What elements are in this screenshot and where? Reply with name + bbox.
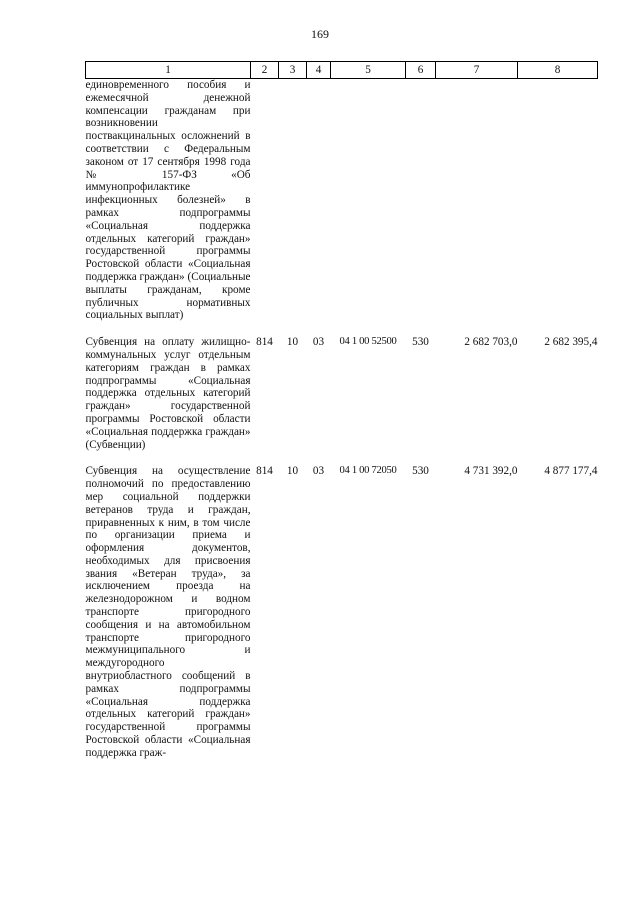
row-target-code: 04 1 00 72050	[339, 465, 397, 477]
row-description: единовременного пособия и ежемесячной денежной компенсации гражданам при возникновении поствакцинальных осложнений в соответствии с Федеральным законом от 17 сентября 1998 года № 157-ФЗ «Об иммунопрофилактике инфекционных болезней» в рамках подпрограммы «Социальная поддержка отдельных категорий граждан» государственной программы Ростовской области «Социальная поддержка граждан» (Социальные выплаты гражданам, кроме публичных нормативных социальных выплат)	[85, 79, 251, 322]
row-subsection-code: 03	[312, 336, 325, 349]
row-expense-type: 530	[412, 465, 429, 478]
column-header-8: 8	[518, 62, 598, 79]
row-ministry-code: 814	[256, 336, 273, 349]
row-subsection-code	[307, 79, 331, 323]
row-description: Субвенция на оплату жилищно-коммунальных услуг отдельным категориям граждан в рамках подпрограммы «Социальная поддержка отдельных категорий граждан» государственной программы Ростовской области «Социальная поддержка граждан» (Субвенции)	[85, 336, 251, 451]
table-header-row	[86, 62, 598, 79]
budget-table	[85, 61, 598, 760]
column-header-5: 5	[331, 62, 406, 79]
column-header-6: 6	[406, 62, 436, 79]
column-header-1: 1	[86, 62, 251, 79]
row-amount-year-1: 4 731 392,0	[464, 465, 518, 478]
column-header-4: 4	[307, 62, 331, 79]
table-row	[86, 79, 598, 323]
row-section-code	[279, 79, 307, 323]
row-target-code: 04 1 00 52500	[339, 336, 397, 348]
row-amount-year-2	[518, 79, 598, 323]
row-amount-year-1: 2 682 703,0	[464, 336, 518, 349]
row-expense-type: 530	[412, 336, 429, 349]
table-row	[86, 336, 598, 451]
page-number: 169	[311, 27, 329, 41]
row-ministry-code	[251, 79, 279, 323]
row-expense-type	[406, 79, 436, 323]
row-section-code: 10	[286, 336, 299, 349]
row-ministry-code: 814	[256, 465, 273, 478]
column-header-3: 3	[279, 62, 307, 79]
row-amount-year-2: 4 877 177,4	[544, 465, 598, 478]
row-description: Субвенция на осуществление полномочий по предоставлению мер социальной поддержки ветеранов труда и граждан, приравненных к ним, в том числе по организации приема и оформления документов, необходимых для присвоения звания «Ветеран труда», за исключением проезда на железнодорожном и водном транспорте пригородного сообщения и на автомобильном транспорте пригородного межмуниципального и междугородного внутриобластного сообщений в рамках подпрограммы «Социальная поддержка отдельных категорий граждан» государственной программы Ростовской области «Социальная поддержка граж-	[85, 465, 251, 759]
row-spacer	[86, 451, 598, 465]
column-header-2: 2	[251, 62, 279, 79]
row-subsection-code: 03	[312, 465, 325, 478]
row-spacer	[86, 322, 598, 336]
row-section-code: 10	[286, 465, 299, 478]
row-target-code	[331, 79, 406, 323]
row-amount-year-2: 2 682 395,4	[544, 336, 598, 349]
column-header-7: 7	[436, 62, 518, 79]
row-amount-year-1	[436, 79, 518, 323]
table-row	[86, 465, 598, 759]
